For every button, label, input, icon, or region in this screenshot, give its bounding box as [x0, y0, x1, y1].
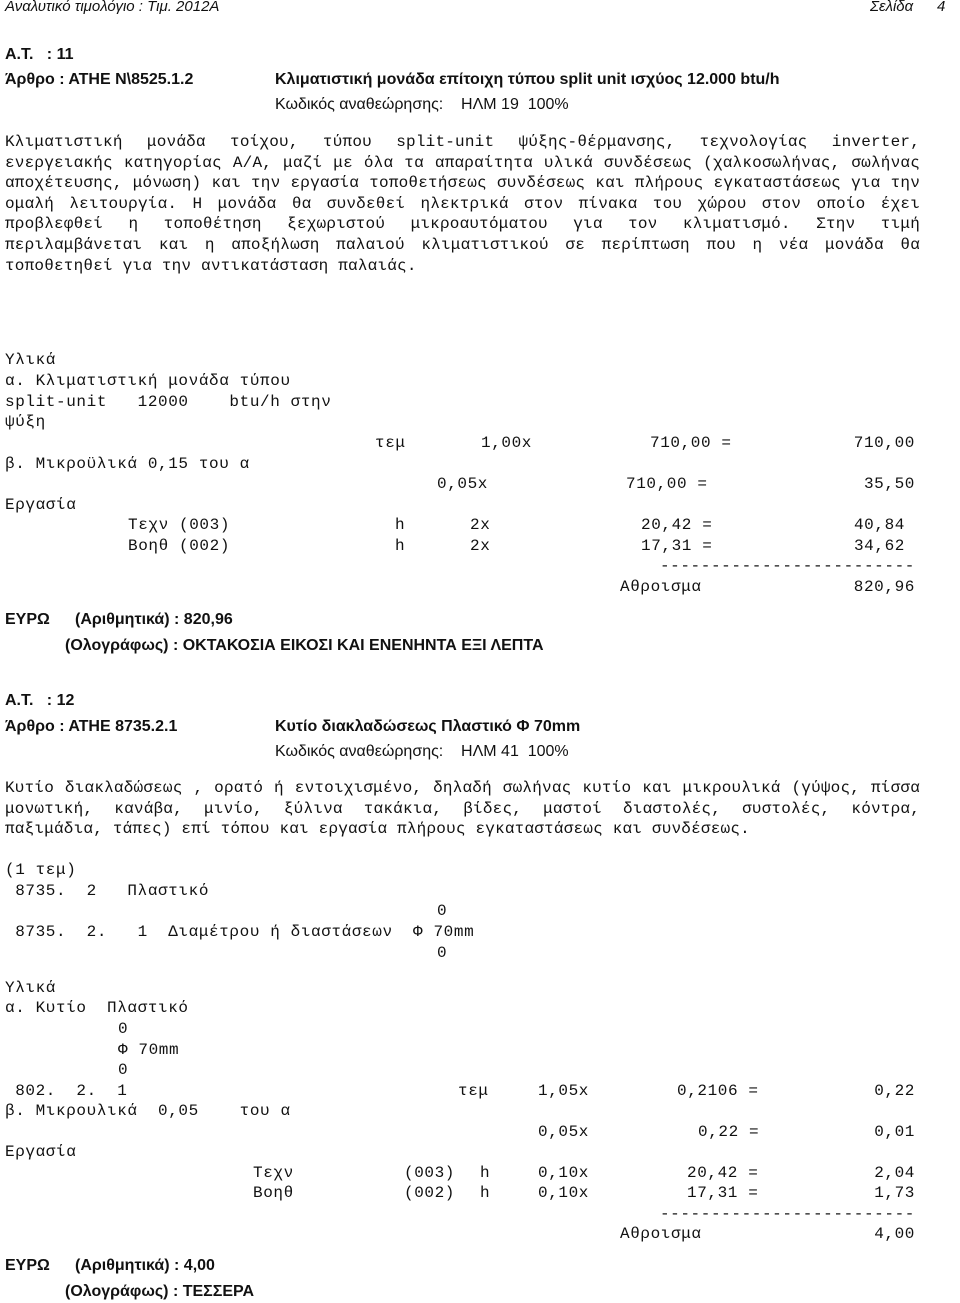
line-total: 710,00 [853, 434, 915, 452]
material-a-line: ψύξη [5, 413, 46, 431]
currency-label: ΕΥΡΩ [5, 1257, 50, 1274]
materials-heading: Υλικά [5, 351, 57, 369]
quantity: 1,00x [481, 434, 533, 452]
reference-value: 0 [437, 944, 448, 962]
unit: τεμ [458, 1082, 489, 1100]
page-header-title: Αναλυτικό τιμολόγιο : Τιμ. 2012Α [5, 0, 220, 15]
divider-dashes: ------------------------- [659, 557, 915, 575]
material-a-line: split-unit 12000 btu/h στην [5, 393, 332, 411]
material-b-line: β. Μικροϋλικά 0,15 του α [5, 455, 250, 473]
labor-code: (002) [404, 1184, 456, 1202]
quantity: 2x [470, 516, 491, 534]
article-code: Άρθρο : ΑΤΗΕ Ν\8525.1.2 [5, 71, 194, 88]
sum-label: Αθροισμα [620, 1225, 702, 1243]
item-description: Κυτίο διακλαδώσεως , ορατό ή εντοιχισμένο, δηλαδή σωλήνας κυτίο και μικρουλικά (γύψος, πίσσα μονωτική, κανάβα, μινίο, ξύλινα τακάκια, βίδες, μαστοί διαστολές, συστολές, κόντρα, παξιμάδια, τάπες) επί τόπου και εργασία πλήρους εγκαταστάσεως και συνδέσεως. [5, 779, 920, 839]
unit: h [480, 1184, 491, 1202]
line-total: 0,01 [874, 1123, 915, 1141]
labor-code: (003) [404, 1164, 456, 1182]
labor-helper: Βοηθ (002) [128, 537, 231, 555]
item-title: Κυτίο διακλαδώσεως Πλαστικό Φ 70mm [275, 718, 581, 735]
labor-heading: Εργασία [5, 1143, 77, 1161]
line-total: 40,84 [853, 516, 905, 534]
unit-price: 710,00 = [650, 434, 732, 452]
material-a-line: 0 [118, 1061, 129, 1079]
unit-price: 17,31 = [687, 1184, 759, 1202]
unit-price: 20,42 = [687, 1164, 759, 1182]
material-b-line: β. Μικρουλικά 0,05 του α [5, 1102, 291, 1120]
item-number: Α.Τ. : 11 [5, 46, 74, 63]
reference-line: 8735. 2. 1 Διαμέτρου ή διαστάσεων Φ 70mm [5, 923, 475, 941]
material-a-line: Φ 70mm [118, 1041, 180, 1059]
sum-value: 4,00 [874, 1225, 915, 1243]
amount-numeric: (Αριθμητικά) : 820,96 [75, 611, 233, 628]
quantity: 0,10x [538, 1164, 590, 1182]
labor-technician: Τεχν (003) [128, 516, 231, 534]
quantity: 0,10x [538, 1184, 590, 1202]
unit-price: 710,00 = [626, 475, 708, 493]
unit-note: (1 τεμ) [5, 861, 77, 879]
divider-dashes: ------------------------- [659, 1205, 915, 1223]
material-reference: 802. 2. 1 [5, 1082, 128, 1100]
unit-price: 0,2106 = [677, 1082, 759, 1100]
material-a-line: α. Κυτίο Πλαστικό [5, 999, 189, 1017]
quantity: 1,05x [538, 1082, 590, 1100]
line-total: 2,04 [874, 1164, 915, 1182]
amount-words: (Ολογράφως) : ΟΚΤΑΚΟΣΙΑ ΕΙΚΟΣΙ ΚΑΙ ΕΝΕΝΗΝΤΑ ΕΞΙ ΛΕΠΤΑ [65, 637, 544, 654]
material-a-line: α. Κλιματιστική μονάδα τύπου [5, 372, 291, 390]
article-code: Άρθρο : ΑΤΗΕ 8735.2.1 [5, 718, 178, 735]
amount-numeric: (Αριθμητικά) : 4,00 [75, 1257, 215, 1274]
quantity: 0,05x [437, 475, 489, 493]
currency-label: ΕΥΡΩ [5, 611, 50, 628]
unit-price: 17,31 = [641, 537, 713, 555]
unit: τεμ [375, 434, 406, 452]
item-description: Κλιματιστική μονάδα τοίχου, τύπου split-unit ψύξης-θέρμανσης, τεχνολογίας inverter, ενεργειακής κατηγορίας Α/Α, μαζί με όλα τα απαραίτητα υλικά συνδέσεως (χαλκοσωλήνας, σωλήνας αποχέτευσης, μόνωση) και την εργασία τοποθετήσεως συνδέσεως και πλήρους εγκαταστάσεως για την ομαλή λειτουργία. Η μονάδα θα συνδεθεί ηλεκτρικά στον πίνακα του χώρου στον οποίο έχει προβλεφθεί η τοποθέτηση ξεχωριστού μικροαυτόματου για τον κλιματισμό. Στην τιμή περιλαμβάνεται και η αποξήλωση παλαιού κλιματιστικού σε περίπτωση που η νέα μονάδα θα τοποθετηθεί για την αντικατάσταση παλαιάς. [5, 133, 920, 275]
labor-technician: Τεχν [253, 1164, 294, 1182]
line-total: 35,50 [863, 475, 915, 493]
revision-code: Κωδικός αναθεώρησης: ΗΛΜ 41 100% [275, 743, 569, 760]
labor-helper: Βοηθ [253, 1184, 294, 1202]
line-total: 1,73 [874, 1184, 915, 1202]
materials-heading: Υλικά [5, 979, 57, 997]
page-number: 4 [937, 0, 946, 15]
page-header-label: Σελίδα [870, 0, 914, 15]
amount-words: (Ολογράφως) : ΤΕΣΣΕΡΑ [65, 1283, 255, 1300]
reference-line: 8735. 2 Πλαστικό [5, 882, 210, 900]
quantity: 0,05x [538, 1123, 590, 1141]
line-total: 0,22 [874, 1082, 915, 1100]
unit: h [480, 1164, 491, 1182]
material-a-line: 0 [118, 1020, 129, 1038]
sum-label: Αθροισμα [620, 578, 702, 596]
unit: h [395, 537, 406, 555]
unit-price: 20,42 = [641, 516, 713, 534]
revision-code: Κωδικός αναθεώρησης: ΗΛΜ 19 100% [275, 96, 569, 113]
sum-value: 820,96 [853, 578, 915, 596]
item-title: Κλιματιστική μονάδα επίτοιχη τύπου split unit ισχύος 12.000 btu/h [275, 71, 780, 88]
unit-price: 0,22 = [698, 1123, 760, 1141]
reference-value: 0 [437, 902, 448, 920]
line-total: 34,62 [853, 537, 905, 555]
item-number: Α.Τ. : 12 [5, 692, 75, 709]
quantity: 2x [470, 537, 491, 555]
unit: h [395, 516, 406, 534]
labor-heading: Εργασία [5, 496, 77, 514]
